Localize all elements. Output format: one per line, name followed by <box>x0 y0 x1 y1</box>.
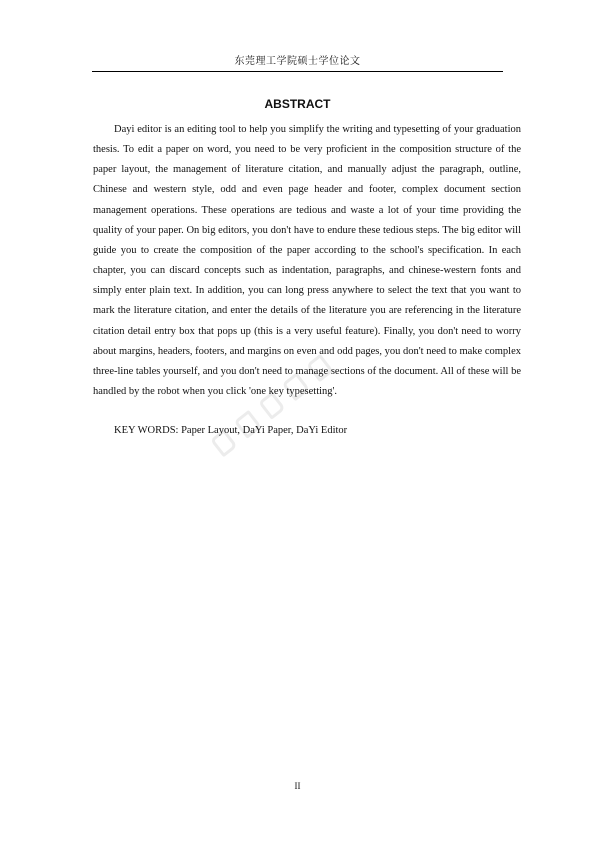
running-header: 东莞理工学院硕士学位论文 <box>92 52 503 72</box>
keywords: KEY WORDS: Paper Layout, DaYi Paper, DaYi Editor <box>114 425 348 436</box>
page-number: II <box>294 781 301 791</box>
abstract-body: Dayi editor is an editing tool to help you simplify the writing and typesetting of your graduation thesis. To edit a paper on word, you need to be very proficient in the composition structure of the paper layout, the management of literature citation, and manually adjust the paragraph, outline, Chinese and western style, odd and even page header and footer, complex document section management operations. These operations are tedious and waste a lot of your time providing the quality of your paper. On big editors, you don't have to endure these tedious steps. The big editor will guide you to create the composition of the paper according to the school's specification. In each chapter, you can discard concepts such as indentation, paragraphs, and chinese-western fonts and simply enter plain text. In addition, you can long press anywhere to select the text that you want to mark the literature citation, and enter the details of the literature you are referencing in the literature citation detail entry box that pops up (this is a very useful feature). Finally, you don't need to worry about margins, headers, footers, and margins on even and odd pages, you don't need to make complex three-line tables yourself, and you don't need to manage sections of the document. All of these will be handled by the robot when you click 'one key typesetting'. <box>93 124 521 398</box>
abstract-heading: ABSTRACT <box>264 97 331 111</box>
